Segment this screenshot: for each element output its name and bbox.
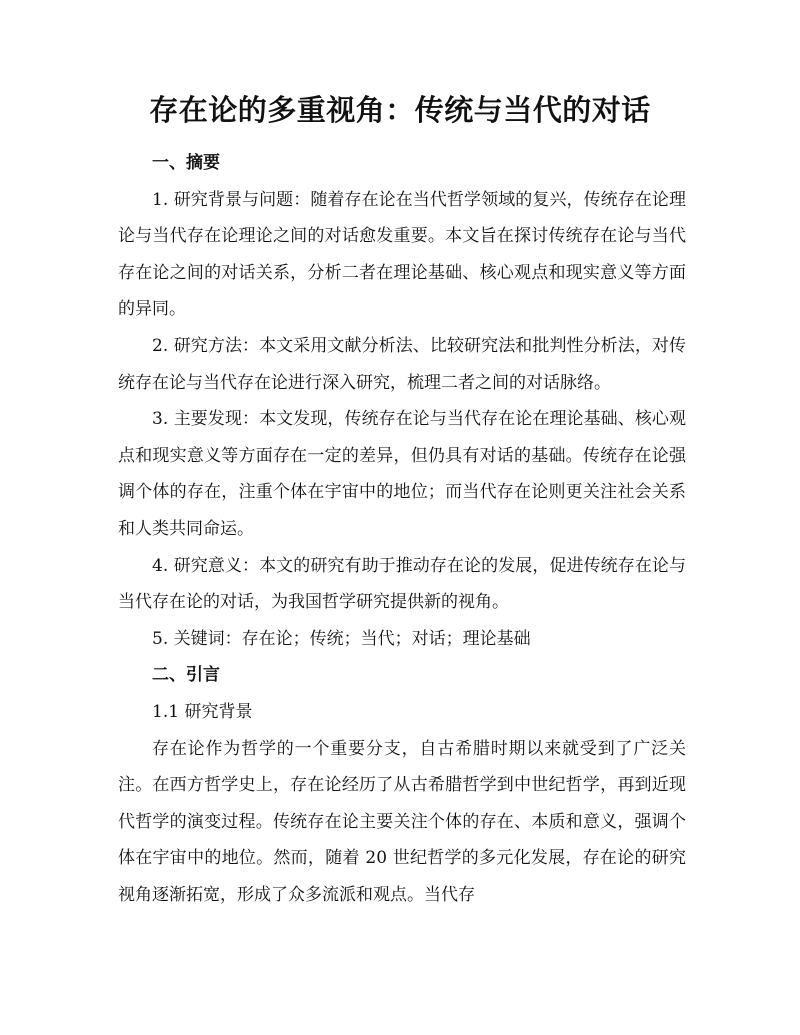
abstract-paragraph-method: 2. 研究方法：本文采用文献分析法、比较研究法和批判性分析法，对传统存在论与当代存在论进行深入研究，梳理二者之间的对话脉络。 (118, 335, 686, 393)
abstract-paragraph-background: 1. 研究背景与问题：随着存在论在当代哲学领域的复兴，传统存在论理论与当代存在论理论之间的对话愈发重要。本文旨在探讨传统存在论与当代存在论之间的对话关系，分析二者在理论基础、核心观点和现实意义等方面的异同。 (118, 189, 686, 320)
document-title: 存在论的多重视角：传统与当代的对话 (149, 93, 651, 127)
abstract-paragraph-significance: 4. 研究意义：本文的研究有助于推动存在论的发展，促进传统存在论与当代存在论的对话，为我国哲学研究提供新的视角。 (118, 555, 686, 613)
abstract-paragraph-keywords: 5. 关键词：存在论；传统；当代；对话；理论基础 (152, 628, 531, 649)
abstract-paragraph-findings: 3. 主要发现：本文发现，传统存在论与当代存在论在理论基础、核心观点和现实意义等方面存在一定的差异，但仍具有对话的基础。传统存在论强调个体的存在，注重个体在宇宙中的地位；而当代存在论则更关注社会关系和人类共同命运。 (118, 409, 686, 539)
section-heading-abstract: 一、摘要 (152, 153, 220, 173)
document-body (118, 145, 686, 913)
section-heading-introduction: 二、引言 (152, 665, 220, 686)
introduction-paragraph: 存在论作为哲学的一个重要分支，自古希腊时期以来就受到了广泛关注。在西方哲学史上，存在论经历了从古希腊哲学到中世纪哲学，再到近现代哲学的演变过程。传统存在论主要关注个体的存在、本质和意义，强调个体在宇宙中的地位。然而，随着 20 世纪哲学的多元化发展，存在论的研究视角逐渐拓宽，形成了众多流派和观点。当代存 (118, 738, 686, 905)
subsection-heading-background: 1.1 研究背景 (152, 701, 253, 722)
